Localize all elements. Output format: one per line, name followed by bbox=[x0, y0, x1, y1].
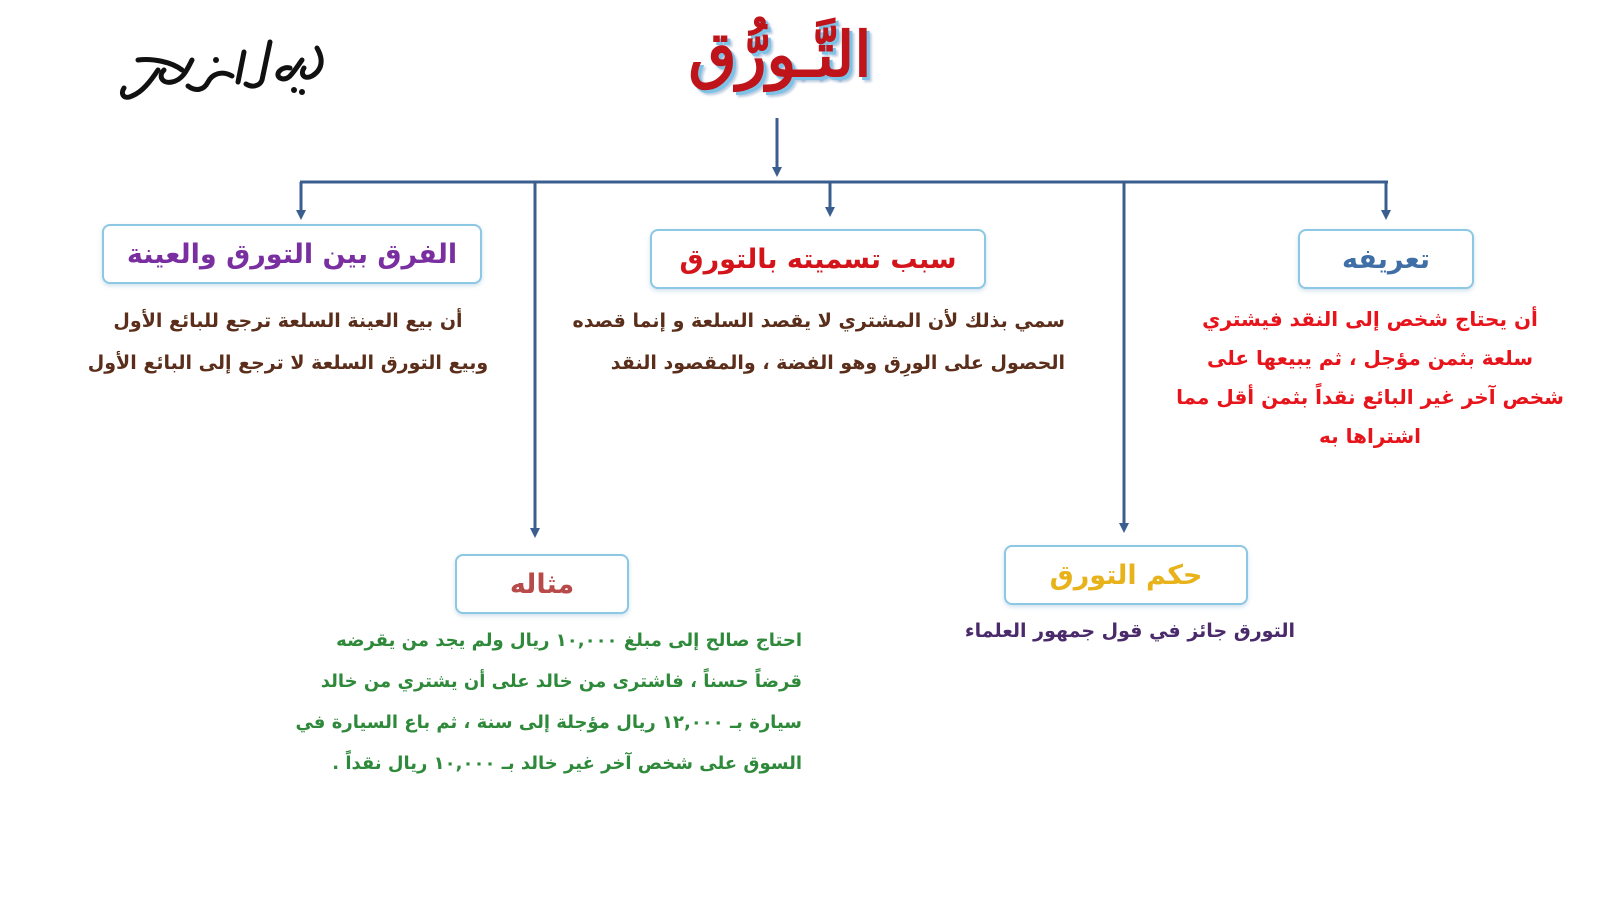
difference-box bbox=[102, 224, 482, 284]
example-line: سيارة بـ ١٢,٠٠٠ ريال مؤجلة إلى سنة ، ثم باع السيارة في bbox=[295, 712, 802, 733]
definition-line: شخص آخر غير البائع نقداً بثمن أقل مما bbox=[1176, 385, 1564, 409]
definition-text bbox=[1160, 300, 1580, 456]
naming-reason-text bbox=[545, 300, 1065, 384]
difference-text bbox=[78, 300, 498, 384]
definition-box bbox=[1298, 229, 1474, 289]
example-text bbox=[262, 620, 802, 784]
naming-reason-heading: سبب تسميته بالتورق bbox=[679, 243, 957, 275]
definition-line: أن يحتاج شخص إلى النقد فيشتري bbox=[1202, 307, 1538, 331]
ruling-heading: حكم التورق bbox=[1049, 559, 1203, 591]
definition-line: اشتراها به bbox=[1319, 424, 1421, 448]
example-heading: مثاله bbox=[509, 568, 575, 600]
naming-reason-line: الحصول على الورِق وهو الفضة ، والمقصود النقد bbox=[610, 352, 1065, 374]
difference-line: أن بيع العينة السلعة ترجع للبائع الأول bbox=[113, 310, 463, 332]
naming-reason-line: سمي بذلك لأن المشتري لا يقصد السلعة و إنما قصده bbox=[572, 310, 1065, 332]
example-box bbox=[455, 554, 629, 614]
page-title: التَّـورُّق bbox=[688, 18, 872, 91]
signature-image bbox=[112, 30, 342, 110]
example-line: السوق على شخص آخر غير خالد بـ ١٠,٠٠٠ ريال نقداً . bbox=[332, 753, 802, 774]
definition-line: سلعة بثمن مؤجل ، ثم يبيعها على bbox=[1207, 346, 1533, 370]
ruling-text bbox=[950, 610, 1295, 652]
difference-line: وبيع التورق السلعة لا ترجع إلى البائع الأول bbox=[87, 352, 489, 374]
example-line: قرضاً حسناً ، فاشترى من خالد على أن يشتري من خالد bbox=[320, 671, 802, 692]
definition-heading: تعريفه bbox=[1341, 243, 1431, 275]
difference-heading: الفرق بين التورق والعينة bbox=[126, 238, 458, 270]
ruling-box bbox=[1004, 545, 1248, 605]
example-line: احتاج صالح إلى مبلغ ١٠,٠٠٠ ريال ولم يجد من يقرضه bbox=[336, 630, 802, 651]
naming-reason-box bbox=[650, 229, 986, 289]
ruling-line: التورق جائز في قول جمهور العلماء bbox=[964, 620, 1295, 642]
